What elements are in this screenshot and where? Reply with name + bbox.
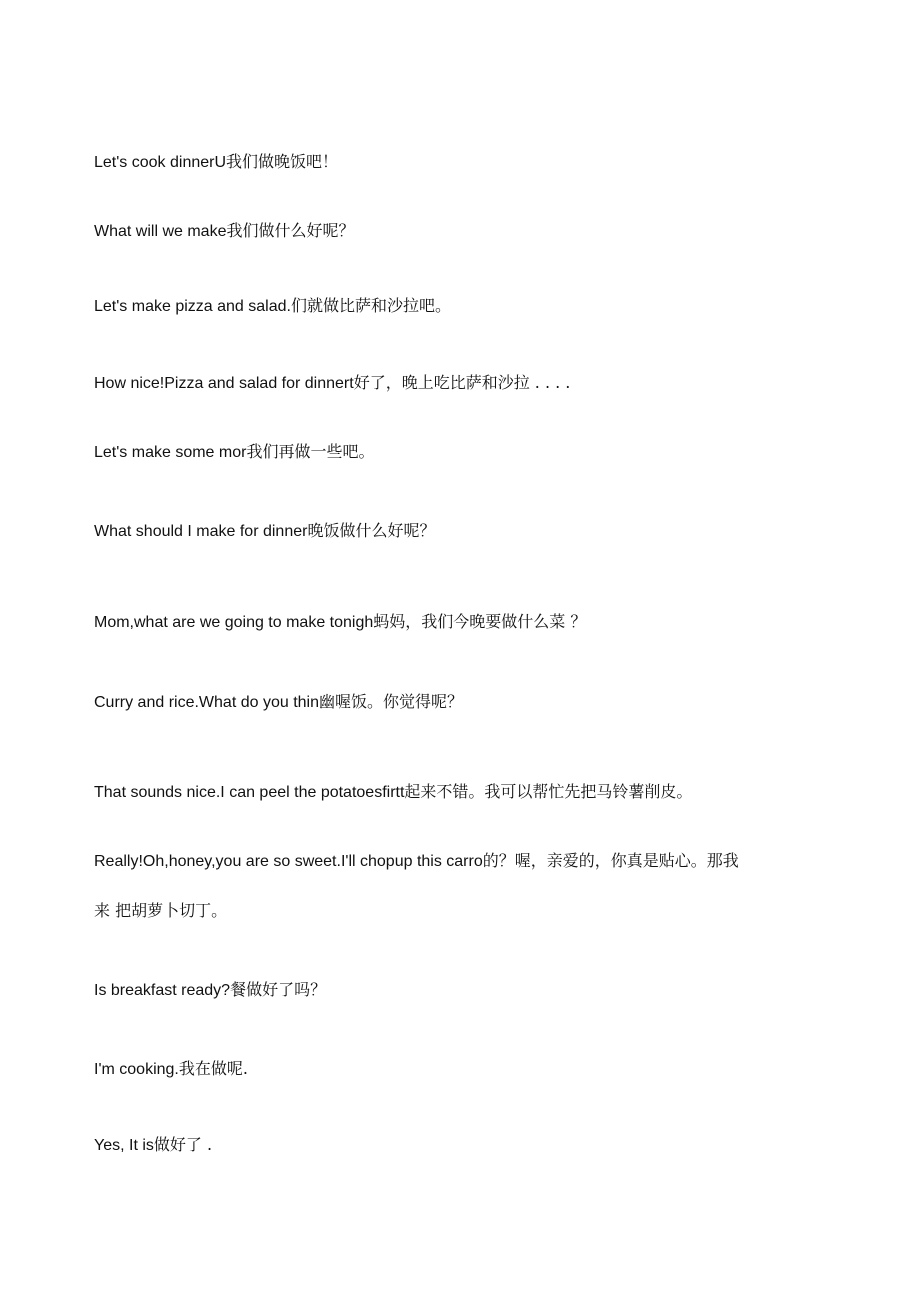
dialogue-line xyxy=(94,152,338,173)
chinese-text: 们就做比萨和沙拉吧。 xyxy=(290,296,451,315)
english-text: Is breakfast ready? xyxy=(94,982,231,999)
chinese-text: 来 把胡萝卜切丁。 xyxy=(94,901,228,920)
dialogue-line xyxy=(94,221,355,242)
english-text: I'm cooking. xyxy=(94,1061,179,1078)
english-text: Yes, It is xyxy=(94,1137,154,1154)
chinese-text: 我们做什么好呢？ xyxy=(226,221,355,240)
chinese-text: 晚饭做什么好呢？ xyxy=(307,521,436,540)
english-text: That sounds nice.I can peel the potatoesfirtt xyxy=(94,784,405,801)
dialogue-line xyxy=(94,521,435,542)
chinese-text: 的？喔，亲爱的，你真是贴心。那我 xyxy=(482,851,739,870)
english-text: What will we make xyxy=(94,223,227,240)
chinese-text: 蚂妈，我们今晚要做什么菜 ？ xyxy=(373,612,587,631)
dialogue-line xyxy=(94,296,451,317)
english-text: Let's make some mor xyxy=(94,444,247,461)
english-text: How nice!Pizza and salad for dinnert xyxy=(94,375,354,392)
english-text: What should I make for dinner xyxy=(94,523,308,540)
chinese-text: 起来不错。我可以帮忙先把马铃薯削皮。 xyxy=(404,782,693,801)
dialogue-line xyxy=(94,373,570,394)
chinese-text: 我们做晚饭吧！ xyxy=(226,152,339,171)
chinese-text: 做好了 . xyxy=(153,1135,213,1154)
chinese-text: 餐做好了吗？ xyxy=(230,980,327,999)
english-text: Let's make pizza and salad. xyxy=(94,298,291,315)
dialogue-line xyxy=(94,1135,212,1156)
chinese-text: 我们再做一些吧。 xyxy=(246,442,375,461)
dialogue-line xyxy=(94,442,374,463)
chinese-text: 幽喔饭。你觉得呢？ xyxy=(319,692,464,711)
dialogue-line xyxy=(94,851,739,872)
dialogue-line xyxy=(94,692,463,713)
dialogue-line xyxy=(94,612,586,633)
dialogue-line xyxy=(94,980,326,1001)
dialogue-line xyxy=(94,782,692,803)
dialogue-line-continuation xyxy=(94,901,227,922)
chinese-text: 我在做呢. xyxy=(178,1059,248,1078)
dialogue-line xyxy=(94,1059,248,1080)
chinese-text: 好了，晚上吃比萨和沙拉 . . . . xyxy=(353,373,571,392)
english-text: Really!Oh,honey,you are so sweet.I'll chopup this carro xyxy=(94,853,483,870)
english-text: Let's cook dinnerU xyxy=(94,154,227,171)
english-text: Mom,what are we going to make tonigh xyxy=(94,614,374,631)
english-text: Curry and rice.What do you thin xyxy=(94,694,319,711)
